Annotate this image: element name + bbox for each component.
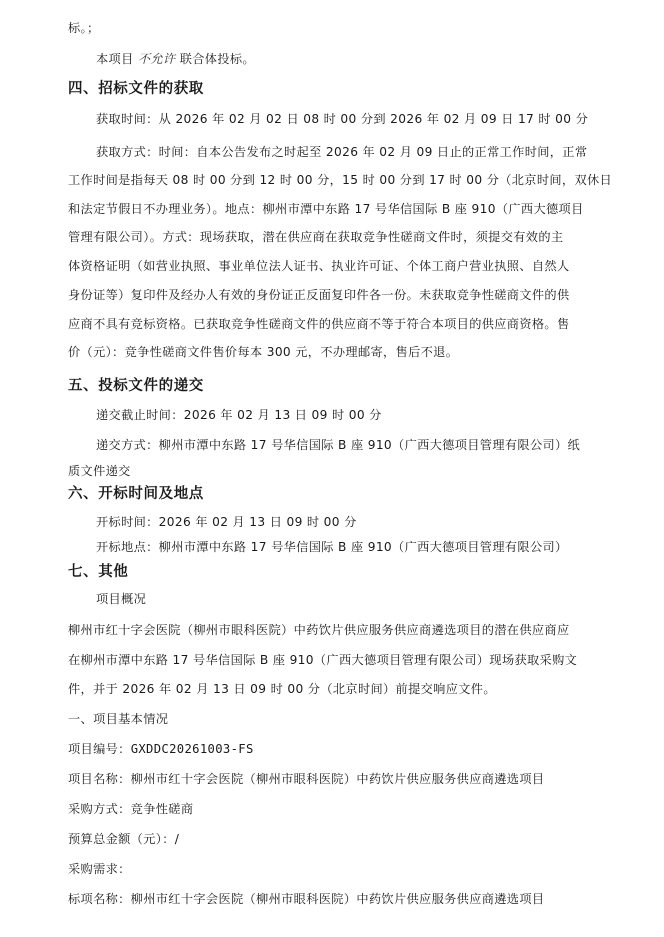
joint-bid-statement: [96, 51, 255, 67]
submission-method-line: 质文件递交: [68, 464, 131, 478]
section-6-heading: 六、开标时间及地点: [68, 486, 204, 502]
project-number-label: 项目编号：: [68, 742, 131, 756]
overview-line: 柳州市红十字会医院（柳州市眼科医院）中药饮片供应服务供应商遴选项目的潜在供应商应: [68, 623, 570, 637]
acquisition-method-line: 获取方式：时间：自本公告发布之时起至 2026 年 02 月 09 日止的正常工作时间，正常: [96, 145, 588, 159]
joint-bid-emphasis: 不允许: [137, 52, 176, 66]
top-fragment: 标。；: [68, 21, 100, 35]
basic-info-title: 一、项目基本情况: [68, 712, 169, 726]
acquisition-method-line: 工作时间是指每天 08 时 00 分到 12 时 00 分，15 时 00 分到 17 时 00 分（北京时间，双休日: [68, 173, 613, 187]
acquisition-method-line: 价（元）：竞争性磋商文件售价每本 300 元，不办理邮寄，售后不退。: [68, 345, 459, 359]
acquisition-method-line: 和法定节假日不办理业务）。地点：柳州市潭中东路 17 号华信国际 B 座 910（广西大德项目: [68, 202, 584, 216]
acquisition-method-line: 应商不具有竞标资格。已获取竞争性磋商文件的供应商不等于符合本项目的供应商资格。售: [68, 317, 570, 331]
procurement-requirements: 采购需求：: [68, 862, 131, 876]
opening-time: 开标时间：2026 年 02 月 13 日 09 时 00 分: [96, 515, 357, 529]
acquisition-method-line: 身份证等）复印件及经办人有效的身份证正反面复印件各一份。未获取竞争性磋商文件的供: [68, 288, 570, 302]
submission-deadline: 递交截止时间：2026 年 02 月 13 日 09 时 00 分: [96, 408, 382, 422]
joint-bid-prefix: 本项目: [96, 52, 134, 66]
section-7-heading: 七、其他: [68, 564, 129, 580]
project-number-value: GXDDC20261003-FS: [130, 742, 254, 756]
budget-total: 预算总金额（元）：/: [68, 832, 180, 846]
overview-title: 项目概况: [96, 592, 147, 606]
overview-line: 在柳州市潭中东路 17 号华信国际 B 座 910（广西大德项目管理有限公司）现场获取采购文: [68, 653, 578, 667]
project-name: 项目名称：柳州市红十字会医院（柳州市眼科医院）中药饮片供应服务供应商遴选项目: [68, 772, 545, 786]
submission-method-line: 递交方式：柳州市潭中东路 17 号华信国际 B 座 910（广西大德项目管理有限公司）纸: [96, 438, 581, 452]
overview-line: 件，并于 2026 年 02 月 13 日 09 时 00 分（北京时间）前提交响应文件。: [68, 682, 496, 696]
acquisition-method-line: 管理有限公司）。方式：现场获取，潜在供应商在获取竞争性磋商文件时，须提交有效的主: [68, 230, 564, 244]
acquisition-time: 获取时间：从 2026 年 02 月 02 日 08 时 00 分到 2026 年 02 月 09 日 17 时 00 分: [96, 112, 589, 126]
section-4-heading: 四、招标文件的获取: [68, 81, 204, 97]
project-number: [68, 741, 254, 757]
joint-bid-suffix: 联合体投标。: [179, 52, 255, 66]
acquisition-method-line: 体资格证明（如营业执照、事业单位法人证书、执业许可证、个体工商户营业执照、自然人: [68, 259, 570, 273]
section-5-heading: 五、投标文件的递交: [68, 378, 204, 394]
lot-name: 标项名称：柳州市红十字会医院（柳州市眼科医院）中药饮片供应服务供应商遴选项目: [68, 892, 545, 906]
opening-place: 开标地点：柳州市潭中东路 17 号华信国际 B 座 910（广西大德项目管理有限公司）: [96, 540, 568, 554]
procurement-method: 采购方式：竞争性磋商: [68, 802, 194, 816]
